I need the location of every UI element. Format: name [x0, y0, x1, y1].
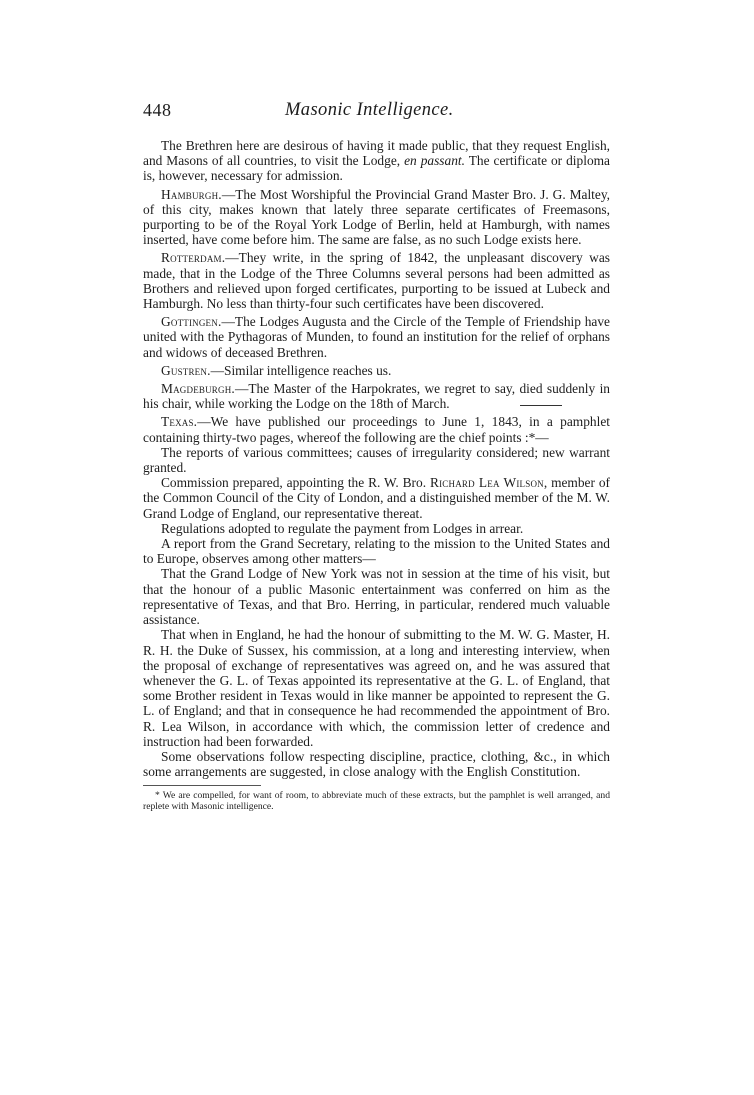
intro-text-a: The Brethren here are desirous of having it made public, that they request English, and Masons of all countries, to visit the Lodge, [143, 138, 610, 169]
gustren-text: —Similar intelligence reaches us. [210, 362, 392, 378]
footnote: * We are compelled, for want of room, to abbreviate much of these extracts, but the pamphlet is well arranged, and replete with Masonic intelligence. [143, 790, 610, 813]
paragraph-new-york: That the Grand Lodge of New York was not in session at the time of his visit, but that the honour of a public Masonic entertainment was conferred on him as the representative of Texas, and that Bro. Herring, in particular, rendered much valuable assistance. [143, 566, 610, 628]
section-divider-rule [520, 405, 562, 406]
commission-name: Richard Lea Wilson [429, 475, 544, 491]
paragraph-hamburgh [143, 187, 610, 248]
page-header [143, 100, 610, 130]
paragraph-gustren [143, 363, 610, 378]
place-heading-hamburgh: Hamburgh. [161, 186, 222, 202]
paragraph-regulations: Regulations adopted to regulate the payment from Lodges in arrear. [161, 520, 524, 536]
intro-italic: en passant. [404, 153, 465, 169]
place-heading-gustren: Gustren. [161, 362, 211, 378]
place-heading-rotterdam: Rotterdam. [161, 250, 226, 266]
place-heading-magdeburgh: Magdeburgh. [161, 381, 235, 397]
paragraph-gottingen [143, 314, 610, 360]
paragraph-magdeburgh [143, 381, 610, 411]
paragraph-rotterdam [143, 250, 610, 311]
paragraph-report: A report from the Grand Secretary, relating to the mission to the United States and to Europe, observes among other matters— [143, 536, 610, 567]
magdeburgh-text: —The Master of the Harpokrates, we regret to say, died suddenly in his chair, while working the Lodge on the 18th of March. [143, 381, 610, 412]
paragraph-texas [143, 414, 610, 444]
rotterdam-text: —They write, in the spring of 1842, the unpleasant discovery was made, that in the Lodge of the Three Columns several persons had been admitted as Brothers and relieved upon forged certificates, purporting to be issued at Lubeck and Hamburgh. No less than thirty-four such certificates have been discovered. [143, 250, 610, 312]
page-number: 448 [143, 100, 172, 120]
commission-text-a: Commission prepared, appointing the R. W. Bro. [161, 475, 427, 491]
paragraph-reports: The reports of various committees; causes of irregularity considered; new warrant granted. [143, 444, 610, 476]
texas-text: —We have published our proceedings to June 1, 1843, in a pamphlet containing thirty-two pages, whereof the following are the chief points :*— [143, 414, 610, 445]
place-heading-gottingen: Gottingen. [161, 314, 222, 330]
paragraph-commission [143, 475, 610, 521]
article-body [143, 138, 610, 779]
running-title: Masonic Intelligence. [285, 100, 454, 120]
place-heading-texas: Texas. [161, 414, 198, 430]
paragraph-observations: Some observations follow respecting discipline, practice, clothing, &c., in which some arrangements are suggested, in close analogy with the English Constitution. [143, 748, 610, 780]
hamburgh-text: —The Most Worshipful the Provincial Grand Master Bro. J. G. Maltey, of this city, makes known that lately three separate certificates of Freemasons, purporting to be of the Royal York Lodge of Berlin, held at Hamburgh, with names inserted, have come before him. The same are false, as no such Lodge exists here. [143, 186, 610, 248]
paragraph-england: That when in England, he had the honour of submitting to the M. W. G. Master, H. R. H. the Duke of Sussex, his commission, at a long and interesting interview, when the proposal of exchange of representatives was agreed on, and he was assured that whenever the G. L. of Texas appointed its representative at the G. L. of England, that some Brother resident in Texas would in like manner be appointed to represent the G. L. of England; and that in consequence he had recommended the appointment of Bro. R. Lea Wilson, in accordance with which, the commission letter of credence and instruction had been forwarded. [143, 627, 610, 749]
gottingen-text: —The Lodges Augusta and the Circle of the Temple of Friendship have united with the Pythagoras of Munden, to found an institution for the relief of orphans and widows of deceased Brethren. [143, 314, 610, 360]
intro-text-b: The certificate or diploma is, however, necessary for admission. [143, 153, 610, 184]
book-page [143, 100, 610, 812]
paragraph-intro [143, 138, 610, 184]
commission-text-b: , member of the Common Council of the City of London, and a distinguished member of the M. W. Grand Lodge of England, our representative thereat. [143, 475, 610, 521]
footnote-rule [143, 785, 261, 786]
